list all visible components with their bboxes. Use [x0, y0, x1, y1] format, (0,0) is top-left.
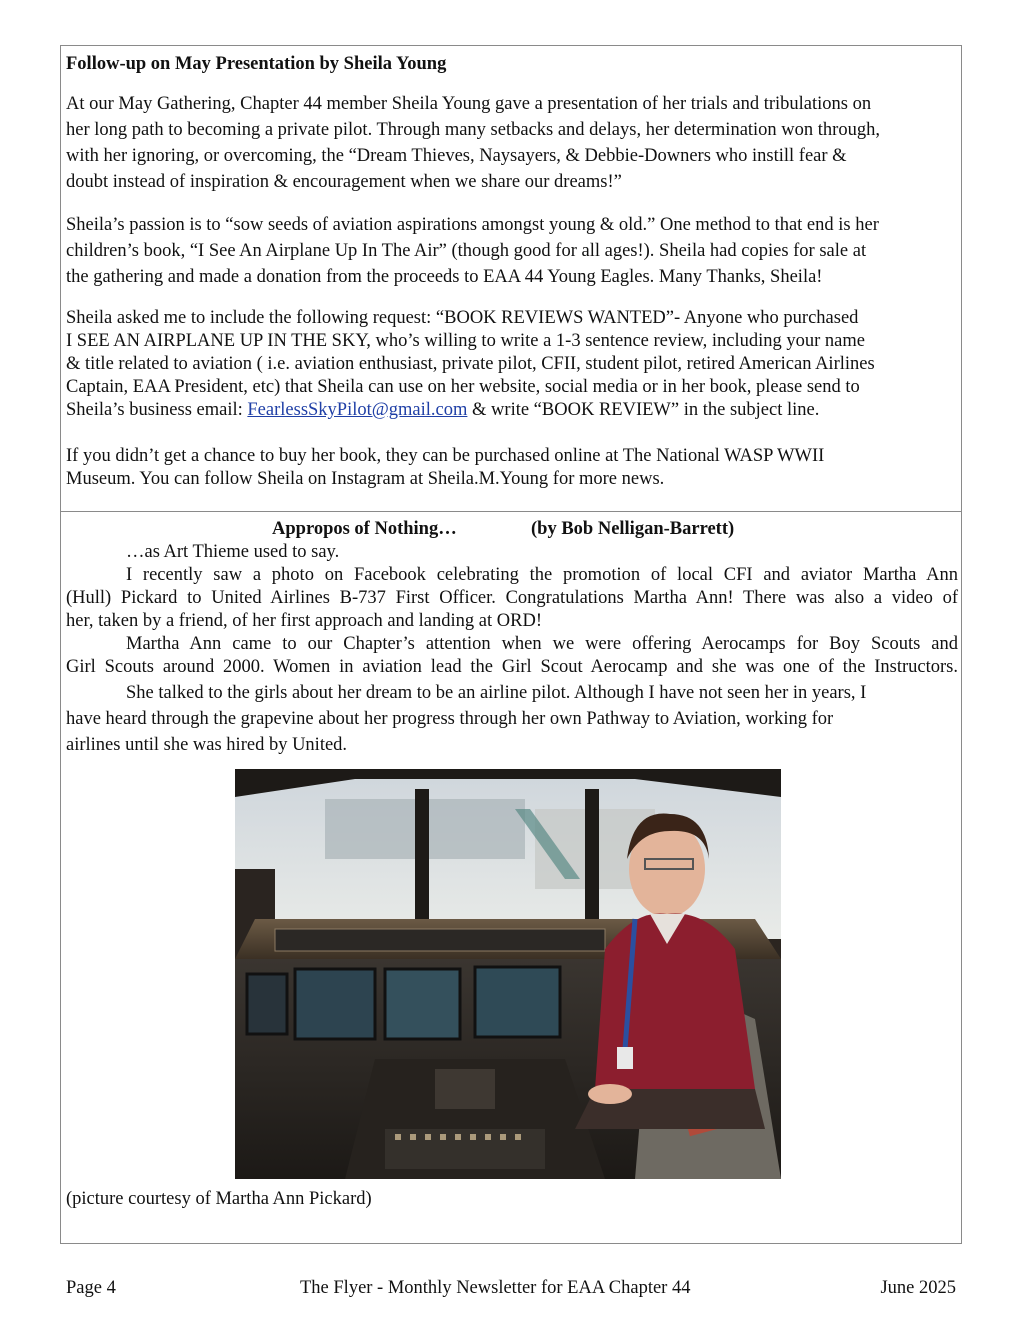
email-prefix: Sheila’s business email: [66, 400, 248, 420]
s2-line8: have heard through the grapevine about her progress through her own Pathway to Aviation, working for [66, 709, 834, 729]
section2-title: Appropos of Nothing… [272, 519, 457, 539]
section2-byline: (by Bob Nelligan-Barrett) [531, 519, 735, 539]
email-suffix: & write “BOOK REVIEW” in the subject line. [467, 400, 820, 420]
para2-line2: children’s book, “I See An Airplane Up In The Air” (though good for all ages!). Sheila had copies for sale at [66, 241, 867, 261]
s2-line4: her, taken by a friend, of her first approach and landing at ORD! [66, 611, 542, 631]
cockpit-photo [235, 769, 781, 1179]
para4-line1: If you didn’t get a chance to buy her book, they can be purchased online at The National WASP WWII [66, 446, 825, 466]
section1-title: Follow-up on May Presentation by Sheila Young [66, 54, 447, 74]
para2-line1: Sheila’s passion is to “sow seeds of aviation aspirations amongst young & old.” One method to that end is her [66, 215, 879, 235]
s2-line1: …as Art Thieme used to say. [126, 542, 340, 562]
s2-line5: Martha Ann came to our Chapter’s attention when we were offering Aerocamps for Boy Scouts and [126, 634, 958, 654]
page-footer [66, 1278, 958, 1302]
s2-line7: She talked to the girls about her dream to be an airline pilot. Although I have not seen her in years, I [126, 683, 867, 703]
s2-line3: (Hull) Pickard to United Airlines B-737 First Officer. Congratulations Martha Ann! There was also a video of [66, 588, 958, 608]
footer-date: June 2025 [880, 1278, 956, 1298]
para1-line1: At our May Gathering, Chapter 44 member Sheila Young gave a presentation of her trials and tribulations on [66, 94, 872, 114]
photo-caption: (picture courtesy of Martha Ann Pickard) [66, 1189, 372, 1209]
para3-line1: Sheila asked me to include the following request: “BOOK REVIEWS WANTED”- Anyone who purchased [66, 308, 859, 328]
para3-line2: I SEE AN AIRPLANE UP IN THE SKY, who’s willing to write a 1-3 sentence review, including your name [66, 331, 865, 351]
para2-line3: the gathering and made a donation from the proceeds to EAA 44 Young Eagles. Many Thanks, Sheila! [66, 267, 823, 287]
s2-line9: airlines until she was hired by United. [66, 735, 348, 755]
para1-line3: with her ignoring, or overcoming, the “Dream Thieves, Naysayers, & Debbie-Downers who instill fear & [66, 146, 847, 166]
s2-line6: Girl Scouts around 2000. Women in aviation lead the Girl Scout Aerocamp and she was one of the Instructors. [66, 657, 958, 677]
para1-line2: her long path to becoming a private pilot. Through many setbacks and delays, her determination won through, [66, 120, 880, 140]
footer-newsletter-title: The Flyer - Monthly Newsletter for EAA Chapter 44 [300, 1278, 691, 1298]
para1-line4: doubt instead of inspiration & encouragement when we share our dreams!” [66, 172, 622, 192]
para3-line3: & title related to aviation ( i.e. aviation enthusiast, private pilot, CFII, student pilot, retired American Airlines [66, 354, 875, 374]
email-link[interactable]: FearlessSkyPilot@gmail.com [247, 400, 468, 420]
s2-line2: I recently saw a photo on Facebook celebrating the promotion of local CFI and aviator Martha Ann [126, 565, 958, 585]
para3-line4: Captain, EAA President, etc) that Sheila can use on her website, social media or in her book, please send to [66, 377, 860, 397]
footer-page-number: Page 4 [66, 1278, 116, 1298]
para3-line5 [66, 399, 958, 422]
para4-line2: Museum. You can follow Sheila on Instagram at Sheila.M.Young for more news. [66, 469, 665, 489]
